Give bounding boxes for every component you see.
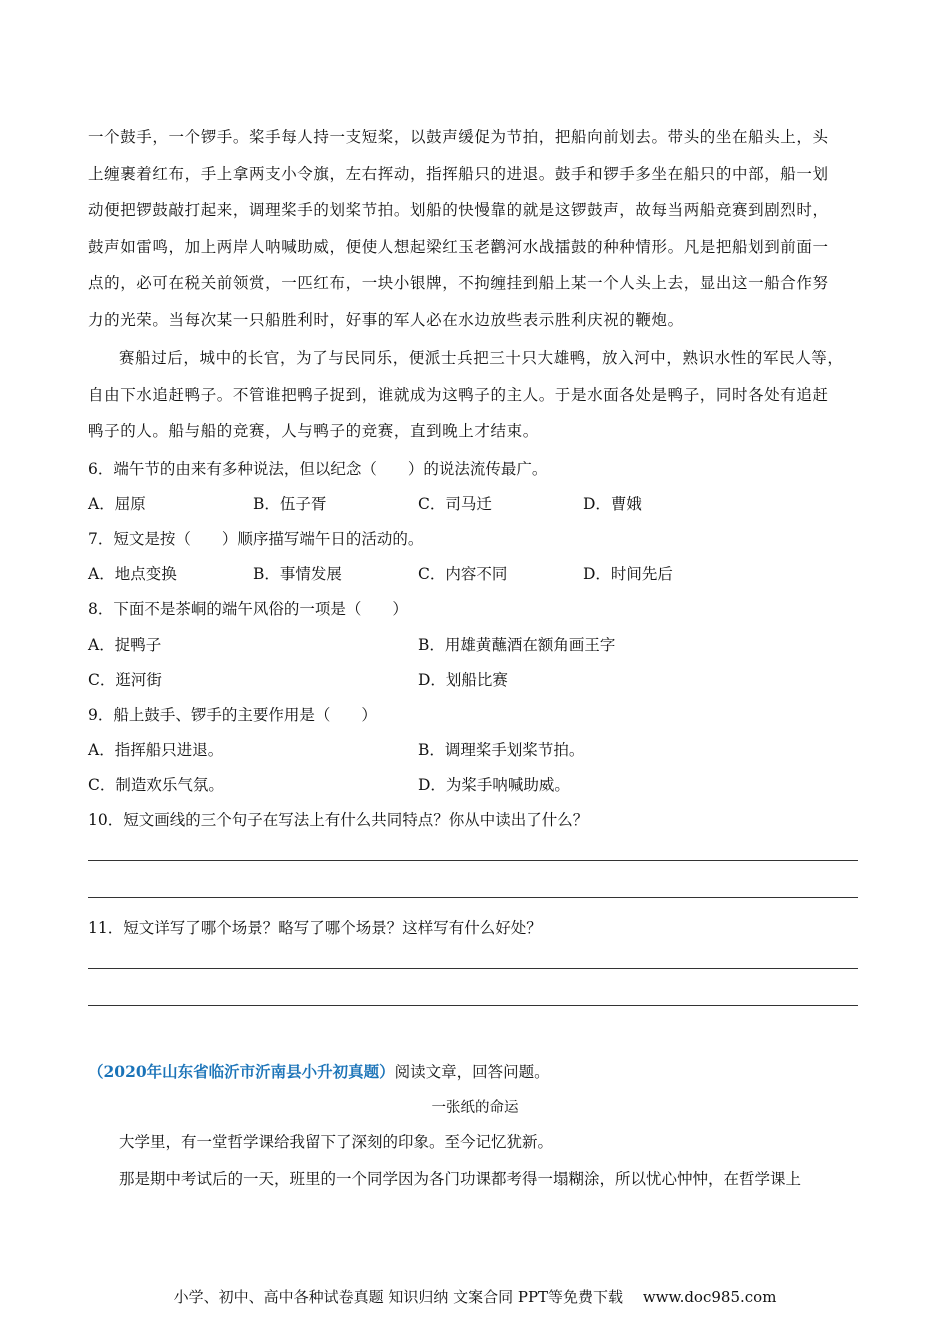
question-9: 9．船上鼓手、锣手的主要作用是（ ） (88, 706, 377, 724)
q9-option-a[interactable]: A．指挥船只进退。 (88, 741, 224, 759)
q7-option-c[interactable]: C．内容不同 (418, 565, 508, 583)
q9-option-c[interactable]: C．制造欢乐气氛。 (88, 776, 224, 794)
q8-option-b[interactable]: B．用雄黄蘸酒在额角画王字 (418, 636, 616, 654)
passage-line: 动便把锣鼓敲打起来，调理桨手的划桨节拍。划船的快慢靠的就是这锣鼓声，故每当两船竞赛到剧烈时， (88, 201, 829, 219)
reading-instruction: 阅读文章，回答问题。 (394, 1063, 550, 1081)
q6-option-d[interactable]: D．曹娥 (583, 495, 642, 513)
passage-line: 自由下水追赶鸭子。不管谁把鸭子捉到，谁就成为这鸭子的主人。于是水面各处是鸭子，同时各处有追赶 (88, 385, 829, 404)
reading-source-header (88, 1060, 550, 1082)
q6-option-b[interactable]: B．伍子胥 (253, 495, 327, 513)
q8-option-a[interactable]: A．捉鸭子 (88, 636, 162, 654)
answer-line[interactable] (88, 1005, 858, 1006)
passage-line: 鸭子的人。船与船的竞赛，人与鸭子的竞赛，直到晚上才结束。 (88, 422, 539, 440)
article-title: 一张纸的命运 (431, 1100, 519, 1116)
q8-option-c[interactable]: C．逛河街 (88, 671, 162, 689)
answer-line[interactable] (88, 968, 858, 969)
article-line: 那是期中考试后的一天，班里的一个同学因为各门功课都考得一塌糊涂，所以忧心忡忡，在哲学课上 (119, 1170, 802, 1188)
q6-option-c[interactable]: C．司马迁 (418, 495, 492, 513)
passage-line: 上缠裹着红布，手上拿两支小令旗，左右挥动，指挥船只的进退。鼓手和锣手多坐在船只的中部，船一划 (88, 164, 829, 183)
question-10: 10．短文画线的三个句子在写法上有什么共同特点？你从中读出了什么？ (88, 811, 589, 829)
q8-option-d[interactable]: D．划船比赛 (418, 671, 508, 689)
passage-paragraph-2 (88, 340, 860, 450)
answer-line[interactable] (88, 897, 858, 898)
question-11: 11．短文详写了哪个场景？略写了哪个场景？这样写有什么好处？ (88, 919, 542, 937)
passage-line: 一个鼓手，一个锣手。桨手每人持一支短桨，以鼓声缓促为节拍，把船向前划去。带头的坐在船头上，头 (88, 128, 829, 146)
answer-line[interactable] (88, 860, 858, 861)
question-8: 8．下面不是茶峒的端午风俗的一项是（ ） (88, 600, 408, 618)
q7-option-a[interactable]: A．地点变换 (88, 565, 177, 583)
passage-line: 力的光荣。当每次某一只船胜利时，好事的军人必在水边放些表示胜利庆祝的鞭炮。 (88, 310, 684, 329)
article-line: 大学里，有一堂哲学课给我留下了深刻的印象。至今记忆犹新。 (119, 1133, 554, 1151)
q6-option-a[interactable]: A．屈原 (88, 495, 146, 513)
question-7: 7．短文是按（ ）顺序描写端午日的活动的。 (88, 530, 424, 548)
q9-option-b[interactable]: B．调理桨手划桨节拍。 (418, 741, 585, 759)
q7-option-b[interactable]: B．事情发展 (253, 565, 342, 583)
source-tag: （2020年山东省临沂市沂南县小升初真题） (88, 1062, 395, 1081)
passage-line: 赛船过后，城中的长官，为了与民同乐，便派士兵把三十只大雄鸭，放入河中，熟识水性的军民人等， (119, 349, 844, 367)
q9-option-d[interactable]: D．为桨手呐喊助威。 (418, 776, 570, 794)
page-footer: 小学、初中、高中各种试卷真题 知识归纳 文案合同 PPT等免费下载 www.doc985.com (173, 1288, 777, 1306)
passage-line: 点的，必可在税关前领赏，一匹红布，一块小银牌，不拘缠挂到船上某一个人头上去，显出这一船合作努 (88, 274, 829, 292)
passage-line: 鼓声如雷鸣，加上两岸人呐喊助威，便使人想起梁红玉老鹳河水战擂鼓的种种情形。凡是把船划到前面一 (88, 237, 829, 256)
question-6: 6．端午节的由来有多种说法，但以纪念（ ）的说法流传最广。 (88, 460, 548, 478)
q7-option-d[interactable]: D．时间先后 (583, 565, 673, 583)
passage-paragraph-1 (88, 119, 860, 338)
